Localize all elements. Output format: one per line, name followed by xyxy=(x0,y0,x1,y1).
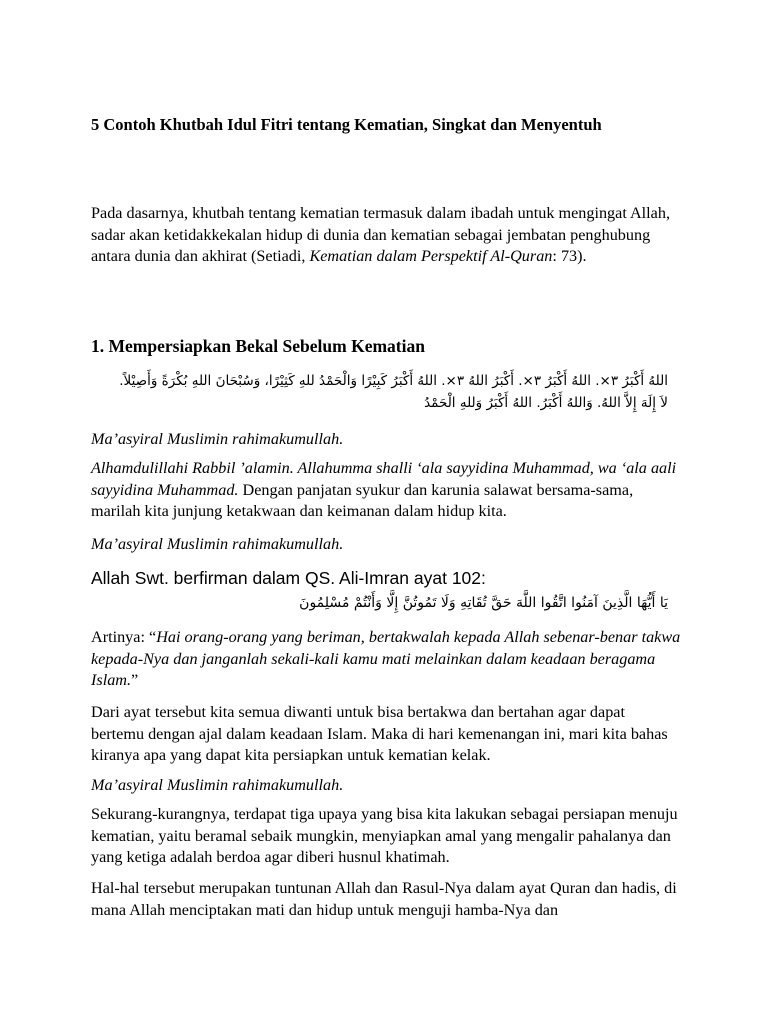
takbir-line-1: اللهُ أَكْبَرُ ٣×. اللهُ أَكْبَرُ ٣×. أَكْبَرُ اللهُ ٣×. اللهُ أَكْبَرُ كَبِيْرًا وَالْحَمْدُ للهِ كَثِيْرًا، وَسُبْحَانَ اللهِ بُكْرَةً وَأَصِيْلاً. xyxy=(119,373,668,389)
intro-text: Pada dasarnya, khutbah tentang kematian termasuk dalam ibadah untuk mengingat Allah, sadar akan ketidakkekalan hidup di dunia dan kematian sebagai jembatan penghubung antara dunia dan akhirat (Setiadi, xyxy=(91,204,670,266)
sekurang-paragraph: Sekurang-kurangnya, terdapat tiga upaya yang bisa kita lakukan sebagai persiapan menuju kematian, yaitu beramal sebaik mungkin, menyiapkan amal yang mengalir pahalanya dan yang ketiga adalah berdoa agar diberi husnul khatimah. xyxy=(91,805,678,867)
alhamdulillah-paragraph xyxy=(91,458,681,523)
artinya-close: ” xyxy=(131,671,139,690)
takbir-line-2: لاَ إِلَهَ إِلاَّ اللهُ. وَاللهُ أَكْبَرُ. اللهُ أَكْبَرُ وَللهِ الْحَمْدُ xyxy=(424,395,668,411)
intro-citation-end: : 73). xyxy=(552,247,587,266)
alhamdulillah-rest: Dengan panjatan syukur dan karunia salawat bersama-sama, marilah kita junjung ketakwaan dan keimanan dalam hidup kita. xyxy=(91,480,634,521)
greeting-text-3: Ma’asyiral Muslimin rahimakumullah. xyxy=(91,776,344,794)
artinya-label: Artinya: “ xyxy=(91,628,157,646)
takbir-arabic xyxy=(78,370,668,414)
alhamdulillah-italic: Alhamdulillahi Rabbil ’alamin. Allahumma shalli ‘ala sayyidina Muhammad, wa ‘ala aali sayyidina Muhammad. xyxy=(91,459,677,499)
artinya-translation: Hai orang-orang yang beriman, bertakwalah kepada Allah sebenar-benar takwa kepada-Nya dan janganlah sekali-kali kamu mati melainkan dalam keadaan beragama Islam. xyxy=(91,628,681,690)
dari-ayat-paragraph: Dari ayat tersebut kita semua diwanti untuk bisa bertakwa dan bertahan agar dapat bertemu dengan ajal dalam keadaan Islam. Maka di hari kemenangan ini, mari kita bahas kiranya apa yang dapat kita persiapkan untuk kematian kelak. xyxy=(91,703,668,765)
document-title: 5 Contoh Khutbah Idul Fitri tentang Kematian, Singkat dan Menyentuh xyxy=(91,115,602,134)
greeting-text: Ma’asyiral Muslimin rahimakumullah. xyxy=(91,430,344,448)
allah-berfirman-text: Allah Swt. berfirman dalam QS. Ali-Imran ayat 102: xyxy=(91,568,486,588)
intro-paragraph xyxy=(91,203,681,268)
intro-citation: Kematian dalam Perspektif Al-Quran xyxy=(309,247,553,266)
section-heading: 1. Mempersiapkan Bekal Sebelum Kematian xyxy=(91,336,425,356)
artinya-paragraph xyxy=(91,627,681,692)
greeting-text-2: Ma’asyiral Muslimin rahimakumullah. xyxy=(91,535,344,553)
hal-hal-paragraph: Hal-hal tersebut merupakan tuntunan Allah dan Rasul-Nya dalam ayat Quran dan hadis, di mana Allah menciptakan mati dan hidup untuk menguji hamba-Nya dan xyxy=(91,879,677,919)
ayat-arabic: يَا أَيُّهَا الَّذِينَ آمَنُوا اتَّقُوا اللَّهَ حَقَّ تُقَاتِهِ وَلَا تَمُوتُنَّ إِلَّا وَأَنْتُمْ مُسْلِمُونَ xyxy=(299,595,668,611)
